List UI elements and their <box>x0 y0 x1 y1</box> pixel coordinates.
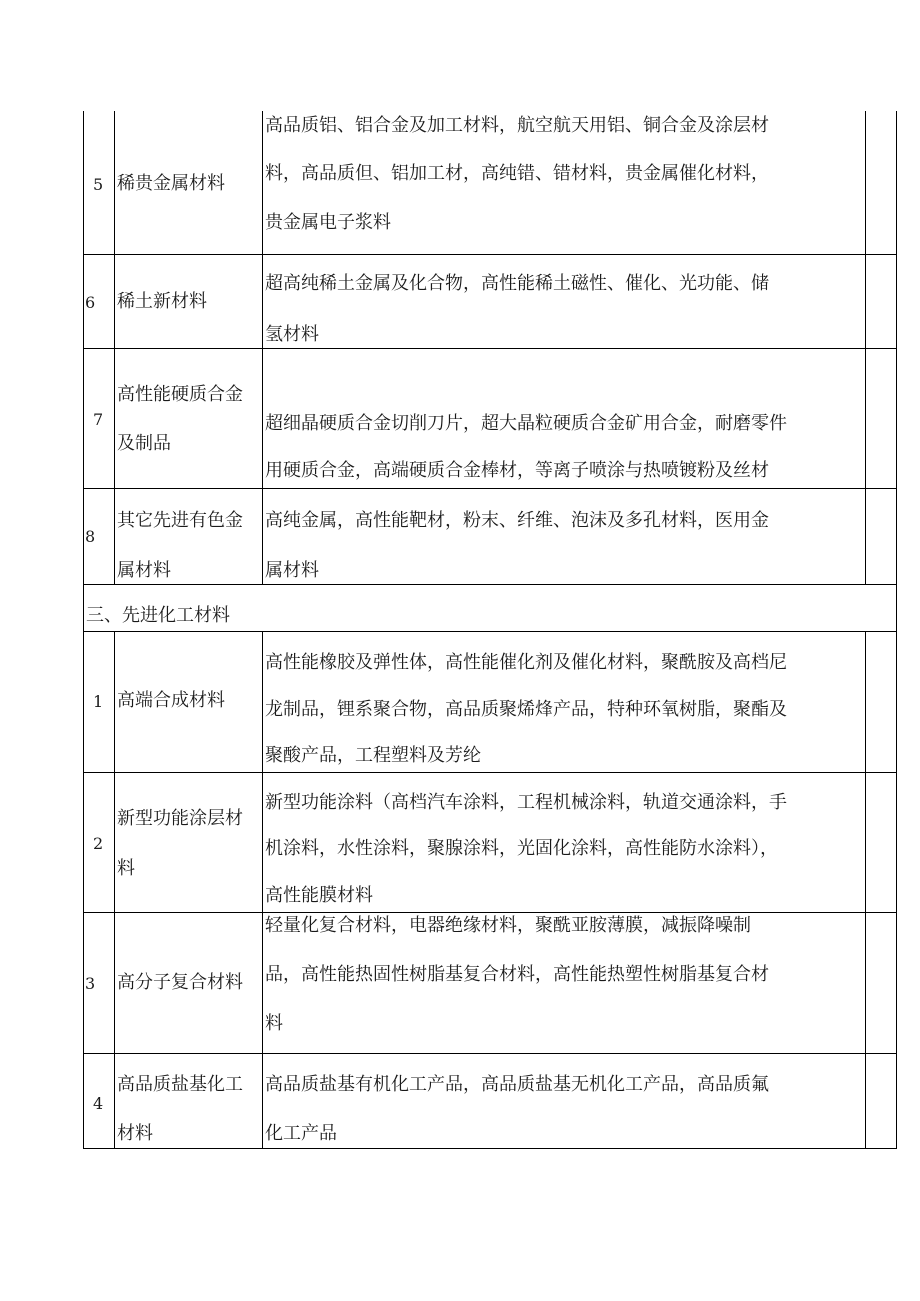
row-number-cell <box>84 349 115 488</box>
remarks-cell <box>866 632 897 772</box>
description-cell <box>263 632 866 772</box>
row-number: 6 <box>85 293 96 312</box>
row-number: 7 <box>93 410 104 429</box>
category-name-line: 高性能硬质合金 <box>117 384 243 405</box>
row-number-cell <box>84 913 115 1053</box>
category-name-line: 其它先进有色金 <box>117 510 243 531</box>
category-name-line: 高端合成材料 <box>117 690 225 711</box>
category-name-line: 及制品 <box>117 433 171 454</box>
description-line: 轻量化复合材料，电器绝缘材料，聚酰亚胺薄膜，减振降噪制 <box>265 915 751 936</box>
materials-table <box>83 111 897 1149</box>
description-line: 氢材料 <box>265 324 319 345</box>
category-name-cell <box>115 255 263 348</box>
remarks-cell <box>866 349 897 488</box>
row-number-cell <box>84 111 115 254</box>
section-heading-row <box>84 584 897 631</box>
category-name-cell <box>115 632 263 772</box>
category-name-line: 稀贵金属材料 <box>117 173 225 194</box>
row-number: 8 <box>85 527 96 546</box>
remarks-cell <box>866 773 897 912</box>
table-row <box>84 488 897 584</box>
description-line: 品，高性能热固性树脂基复合材料，高性能热塑性树脂基复合材 <box>265 964 769 985</box>
description-cell <box>263 489 866 584</box>
remarks-cell <box>866 1054 897 1148</box>
description-line: 化工产品 <box>265 1123 337 1144</box>
description-line: 高性能膜材料 <box>265 885 373 906</box>
description-line: 超细晶硬质合金切削刀片，超大晶粒硬质合金矿用合金，耐磨零件 <box>265 413 787 434</box>
category-name-line: 材料 <box>117 1123 153 1144</box>
table-row <box>84 912 897 1053</box>
description-line: 超高纯稀土金属及化合物，高性能稀土磁性、催化、光功能、储 <box>265 273 769 294</box>
category-name-line: 属材料 <box>117 560 171 581</box>
section-heading: 三、先进化工材料 <box>86 605 230 626</box>
table-row <box>84 1053 897 1148</box>
category-name-cell <box>115 773 263 912</box>
row-number: 4 <box>93 1094 104 1113</box>
category-name-line: 料 <box>117 858 135 879</box>
row-number-cell <box>84 489 115 584</box>
row-number: 1 <box>93 692 104 711</box>
description-line: 高品质盐基有机化工产品，高品质盐基无机化工产品，高品质氟 <box>265 1074 769 1095</box>
description-line: 属材料 <box>265 560 319 581</box>
remarks-cell <box>866 111 897 254</box>
table-row <box>84 631 897 772</box>
description-line: 龙制品，锂系聚合物，高品质聚烯烽产品，特种环氧树脂，聚酯及 <box>265 699 787 720</box>
category-name-cell <box>115 349 263 488</box>
remarks-cell <box>866 489 897 584</box>
category-name-line: 新型功能涂层材 <box>117 808 243 829</box>
table-row <box>84 772 897 912</box>
category-name-line: 高分子复合材料 <box>117 972 243 993</box>
remarks-cell <box>866 255 897 348</box>
description-line: 新型功能涂料（高档汽车涂料，工程机械涂料，轨道交通涂料，手 <box>265 792 787 813</box>
category-name-cell <box>115 111 263 254</box>
description-line: 料，高品质但、铝加工材，高纯错、错材料，贵金属催化材料， <box>265 163 769 184</box>
description-cell <box>263 913 866 1053</box>
category-name-line: 高品质盐基化工 <box>117 1074 243 1095</box>
row-number-cell <box>84 255 115 348</box>
category-name-cell <box>115 913 263 1053</box>
row-number-cell <box>84 632 115 772</box>
remarks-cell <box>866 913 897 1053</box>
description-line: 高品质铝、铝合金及加工材料，航空航天用铝、铜合金及涂层材 <box>265 115 769 136</box>
description-line: 贵金属电子浆料 <box>265 212 391 233</box>
category-name-line: 稀土新材料 <box>117 291 207 312</box>
table-row <box>84 111 897 254</box>
description-line: 用硬质合金，高端硬质合金棒材，等离子喷涂与热喷镀粉及丝材 <box>265 460 769 481</box>
description-cell <box>263 111 866 254</box>
description-line: 料 <box>265 1013 283 1034</box>
description-cell <box>263 1054 866 1148</box>
category-name-cell <box>115 489 263 584</box>
description-line: 机涂料，水性涂料，聚腺涂料，光固化涂料，高性能防水涂料）， <box>265 838 778 859</box>
table-row <box>84 254 897 348</box>
row-number: 5 <box>93 175 104 194</box>
row-number-cell <box>84 773 115 912</box>
description-line: 聚酸产品，工程塑料及芳纶 <box>265 745 481 766</box>
row-number-cell <box>84 1054 115 1148</box>
description-cell <box>263 349 866 488</box>
category-name-cell <box>115 1054 263 1148</box>
description-line: 高性能橡胶及弹性体，高性能催化剂及催化材料，聚酰胺及高档尼 <box>265 652 787 673</box>
table-row <box>84 348 897 488</box>
row-number: 2 <box>93 834 104 853</box>
description-cell <box>263 773 866 912</box>
row-number: 3 <box>85 974 96 993</box>
description-line: 高纯金属，高性能靶材，粉末、纤维、泡沫及多孔材料，医用金 <box>265 510 769 531</box>
description-cell <box>263 255 866 348</box>
